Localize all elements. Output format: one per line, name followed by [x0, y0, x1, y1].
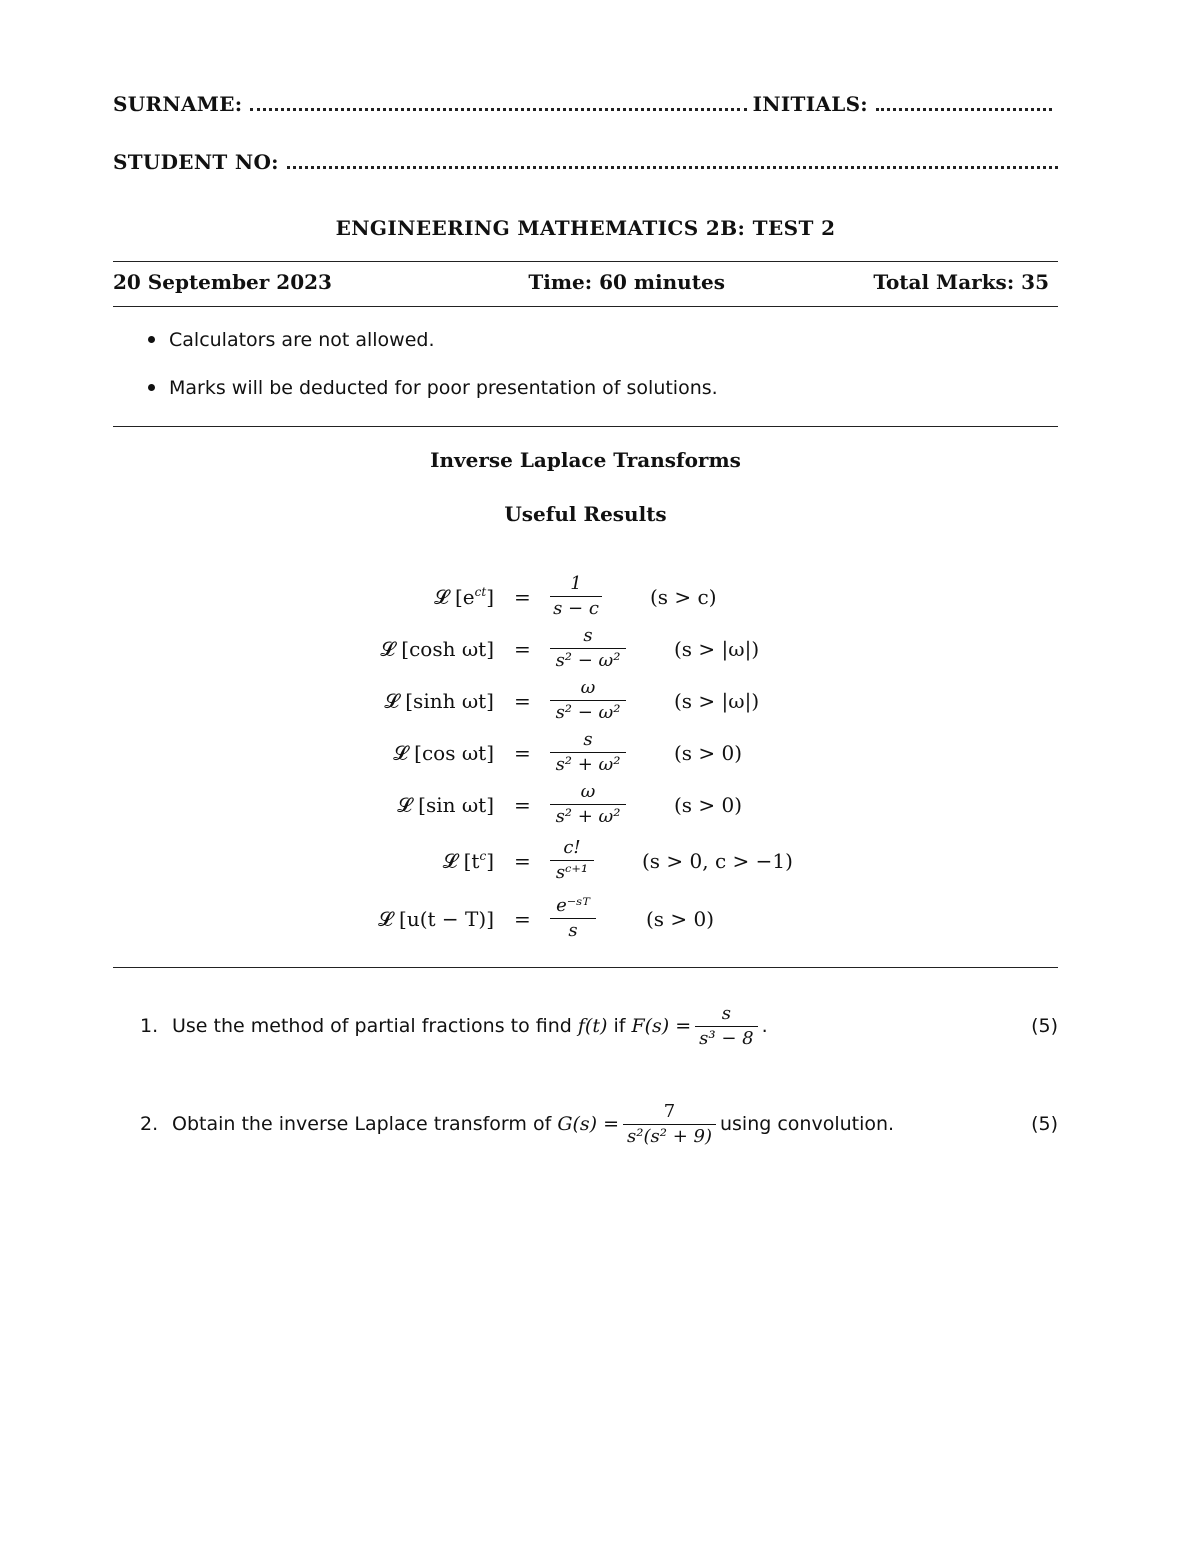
- question-marks: (5): [1031, 1113, 1058, 1135]
- exam-date: 20 September 2023: [113, 270, 332, 294]
- exam-time: Time: 60 minutes: [528, 270, 725, 294]
- question-number: 2.: [140, 1113, 159, 1135]
- formula-lhs: 𝓛 [cosh ωt]: [380, 637, 494, 661]
- equals-sign: =: [514, 741, 531, 765]
- formula-lhs: 𝓛 [sinh ωt]: [384, 689, 494, 713]
- student-no-line: [287, 150, 1058, 169]
- question-function: f(t): [577, 1015, 608, 1037]
- formula-fraction: s s² − ω²: [548, 624, 628, 673]
- formula-row: [0, 894, 1200, 944]
- question-fraction: s s³ − 8: [695, 1002, 757, 1051]
- formula-condition: (s > 0, c > −1): [642, 849, 793, 873]
- formula-row: [0, 676, 1200, 726]
- formula-fraction: ω s² + ω²: [548, 780, 628, 829]
- initials-label: INITIALS:: [752, 92, 868, 116]
- formula-lhs: 𝓛 $[t^c]$: [442, 849, 494, 873]
- question-text: Obtain the inverse Laplace transform of: [172, 1113, 552, 1135]
- equals-sign: =: [514, 907, 531, 931]
- formula-fraction: s s² + ω²: [548, 728, 628, 777]
- divider-info: [113, 306, 1058, 307]
- formula-row: [0, 780, 1200, 830]
- exam-total-marks: Total Marks: 35: [873, 270, 1049, 294]
- instruction-item: Marks will be deducted for poor presentation of solutions.: [148, 377, 718, 425]
- equals-sign: =: [514, 637, 531, 661]
- surname-line: [250, 92, 746, 111]
- question-text-mid: if: [613, 1015, 626, 1037]
- formula-condition: (s > 0): [646, 907, 715, 931]
- surname-label: SURNAME:: [113, 92, 243, 116]
- student-no-row: [113, 150, 1058, 184]
- formula-condition: (s > 0): [674, 793, 743, 817]
- question-marks: (5): [1031, 1015, 1058, 1037]
- formula-row: [0, 728, 1200, 778]
- question-2: [140, 1094, 1058, 1154]
- section-title: Inverse Laplace Transforms: [430, 448, 741, 472]
- initials-line: [876, 92, 1052, 111]
- question-fraction: 7 s²(s² + 9): [623, 1100, 716, 1149]
- formula-fraction: 1 s − c: [548, 572, 604, 621]
- formula-row: [0, 836, 1200, 886]
- question-lhs: F(s) =: [631, 1015, 692, 1037]
- question-lhs: G(s) =: [557, 1113, 620, 1135]
- formula-condition: (s > |ω|): [674, 637, 760, 661]
- formula-condition: (s > |ω|): [674, 689, 760, 713]
- divider-instructions: [113, 426, 1058, 427]
- bullet-icon: [148, 336, 155, 343]
- formula-lhs: 𝓛 [sin ωt]: [397, 793, 494, 817]
- question-number: 1.: [140, 1015, 159, 1037]
- question-text: Use the method of partial fractions to find: [172, 1015, 572, 1037]
- exam-title: ENGINEERING MATHEMATICS 2B: TEST 2: [335, 216, 836, 240]
- formula-row: [0, 624, 1200, 674]
- equals-sign: =: [514, 689, 531, 713]
- formula-lhs: 𝓛 $[e^{ct}]$: [434, 585, 494, 609]
- formula-row: [0, 572, 1200, 622]
- question-text-end: using convolution.: [719, 1113, 895, 1135]
- exam-info-row: [113, 270, 1049, 294]
- student-no-label: STUDENT NO:: [113, 150, 279, 174]
- equals-sign: =: [514, 793, 531, 817]
- question-1: [140, 996, 1058, 1056]
- formula-lhs: 𝓛 [cos ωt]: [393, 741, 494, 765]
- formula-fraction: ω s² − ω²: [548, 676, 628, 725]
- question-text-end: .: [761, 1015, 768, 1037]
- bullet-icon: [148, 384, 155, 391]
- divider-top: [113, 261, 1058, 262]
- surname-row: [113, 92, 1058, 126]
- formula-lhs: 𝓛 [u(t − T)]: [378, 907, 494, 931]
- formula-fraction: e⁻ˢᵀ s: [548, 894, 598, 943]
- formula-fraction: c! sᶜ⁺¹: [548, 836, 596, 885]
- formula-condition: (s > c): [650, 585, 717, 609]
- equals-sign: =: [514, 849, 531, 873]
- divider-formulas: [113, 967, 1058, 968]
- formula-condition: (s > 0): [674, 741, 743, 765]
- instruction-item: Calculators are not allowed.: [148, 329, 718, 377]
- equals-sign: =: [514, 585, 531, 609]
- instructions-list: [148, 329, 718, 425]
- section-subtitle: Useful Results: [504, 502, 667, 526]
